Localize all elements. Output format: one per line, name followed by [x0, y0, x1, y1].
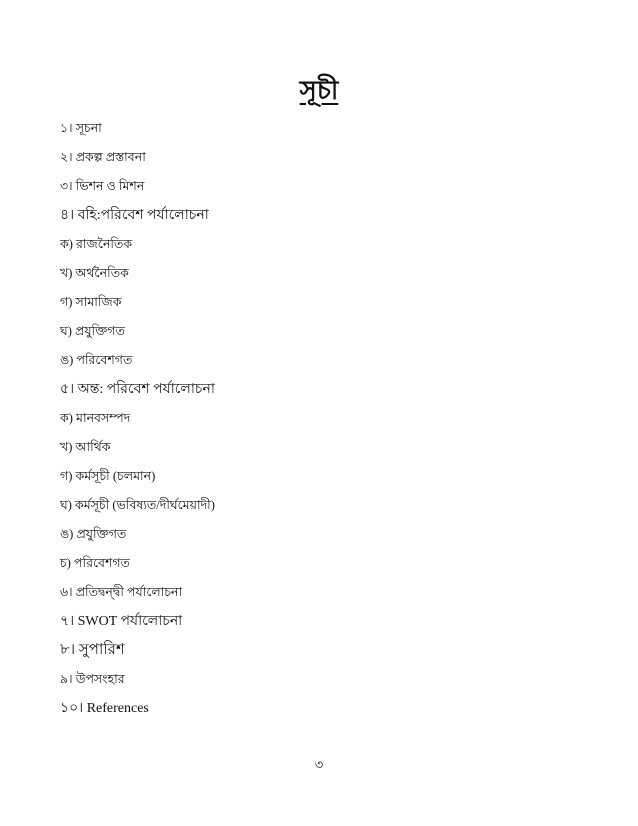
toc-subitem-4-ga: গ) সামাজিক [60, 295, 122, 309]
toc-item-7: ৭। SWOT পর্যালোচনা [60, 614, 183, 629]
toc-item-9: ৯। উপসংহার [60, 672, 125, 686]
toc-item-1: ১। সূচনা [60, 121, 102, 135]
toc-subitem-5-ka: ক) মানবসম্পদ [60, 411, 131, 425]
toc-subitem-5-ga: গ) কর্মসূচী (চলমান) [60, 469, 156, 483]
toc-item-3: ৩। ভিশন ও মিশন [60, 179, 145, 193]
toc-subitem-4-ka: ক) রাজনৈতিক [60, 237, 133, 251]
page-title: সূচী [299, 76, 339, 105]
toc-subitem-5-uma: ঙ) প্রযুক্তিগত [60, 527, 127, 541]
toc-item-5: ৫। অন্ত: পরিবেশ পর্যালোচনা [60, 382, 215, 397]
toc-subitem-5-gha: ঘ) কর্মসূচী (ভবিষ্যত/দীর্ঘমেয়াদী) [60, 498, 215, 512]
toc-subitem-5-kha: খ) আর্থিক [60, 440, 111, 454]
table-of-contents [60, 114, 598, 723]
toc-item-10: ১০। References [60, 701, 149, 716]
toc-item-2: ২। প্রকল্প প্রস্তাবনা [60, 150, 146, 164]
toc-subitem-5-cha: চ) পরিবেশগত [60, 556, 130, 570]
toc-subitem-4-gha: ঘ) প্রযুক্তিগত [60, 324, 125, 338]
toc-subitem-4-kha: খ) অর্থনৈতিক [60, 266, 129, 280]
toc-item-4: ৪। বহি:পরিবেশ পর্যালোচনা [60, 208, 209, 223]
page-number: ৩ [314, 757, 324, 772]
toc-item-6: ৬। প্রতিদ্বন্দ্বী পর্যালোচনা [60, 585, 183, 599]
toc-subitem-4-uma: ঙ) পরিবেশগত [60, 353, 133, 367]
toc-item-8: ৮। সুপারিশ [60, 642, 125, 658]
